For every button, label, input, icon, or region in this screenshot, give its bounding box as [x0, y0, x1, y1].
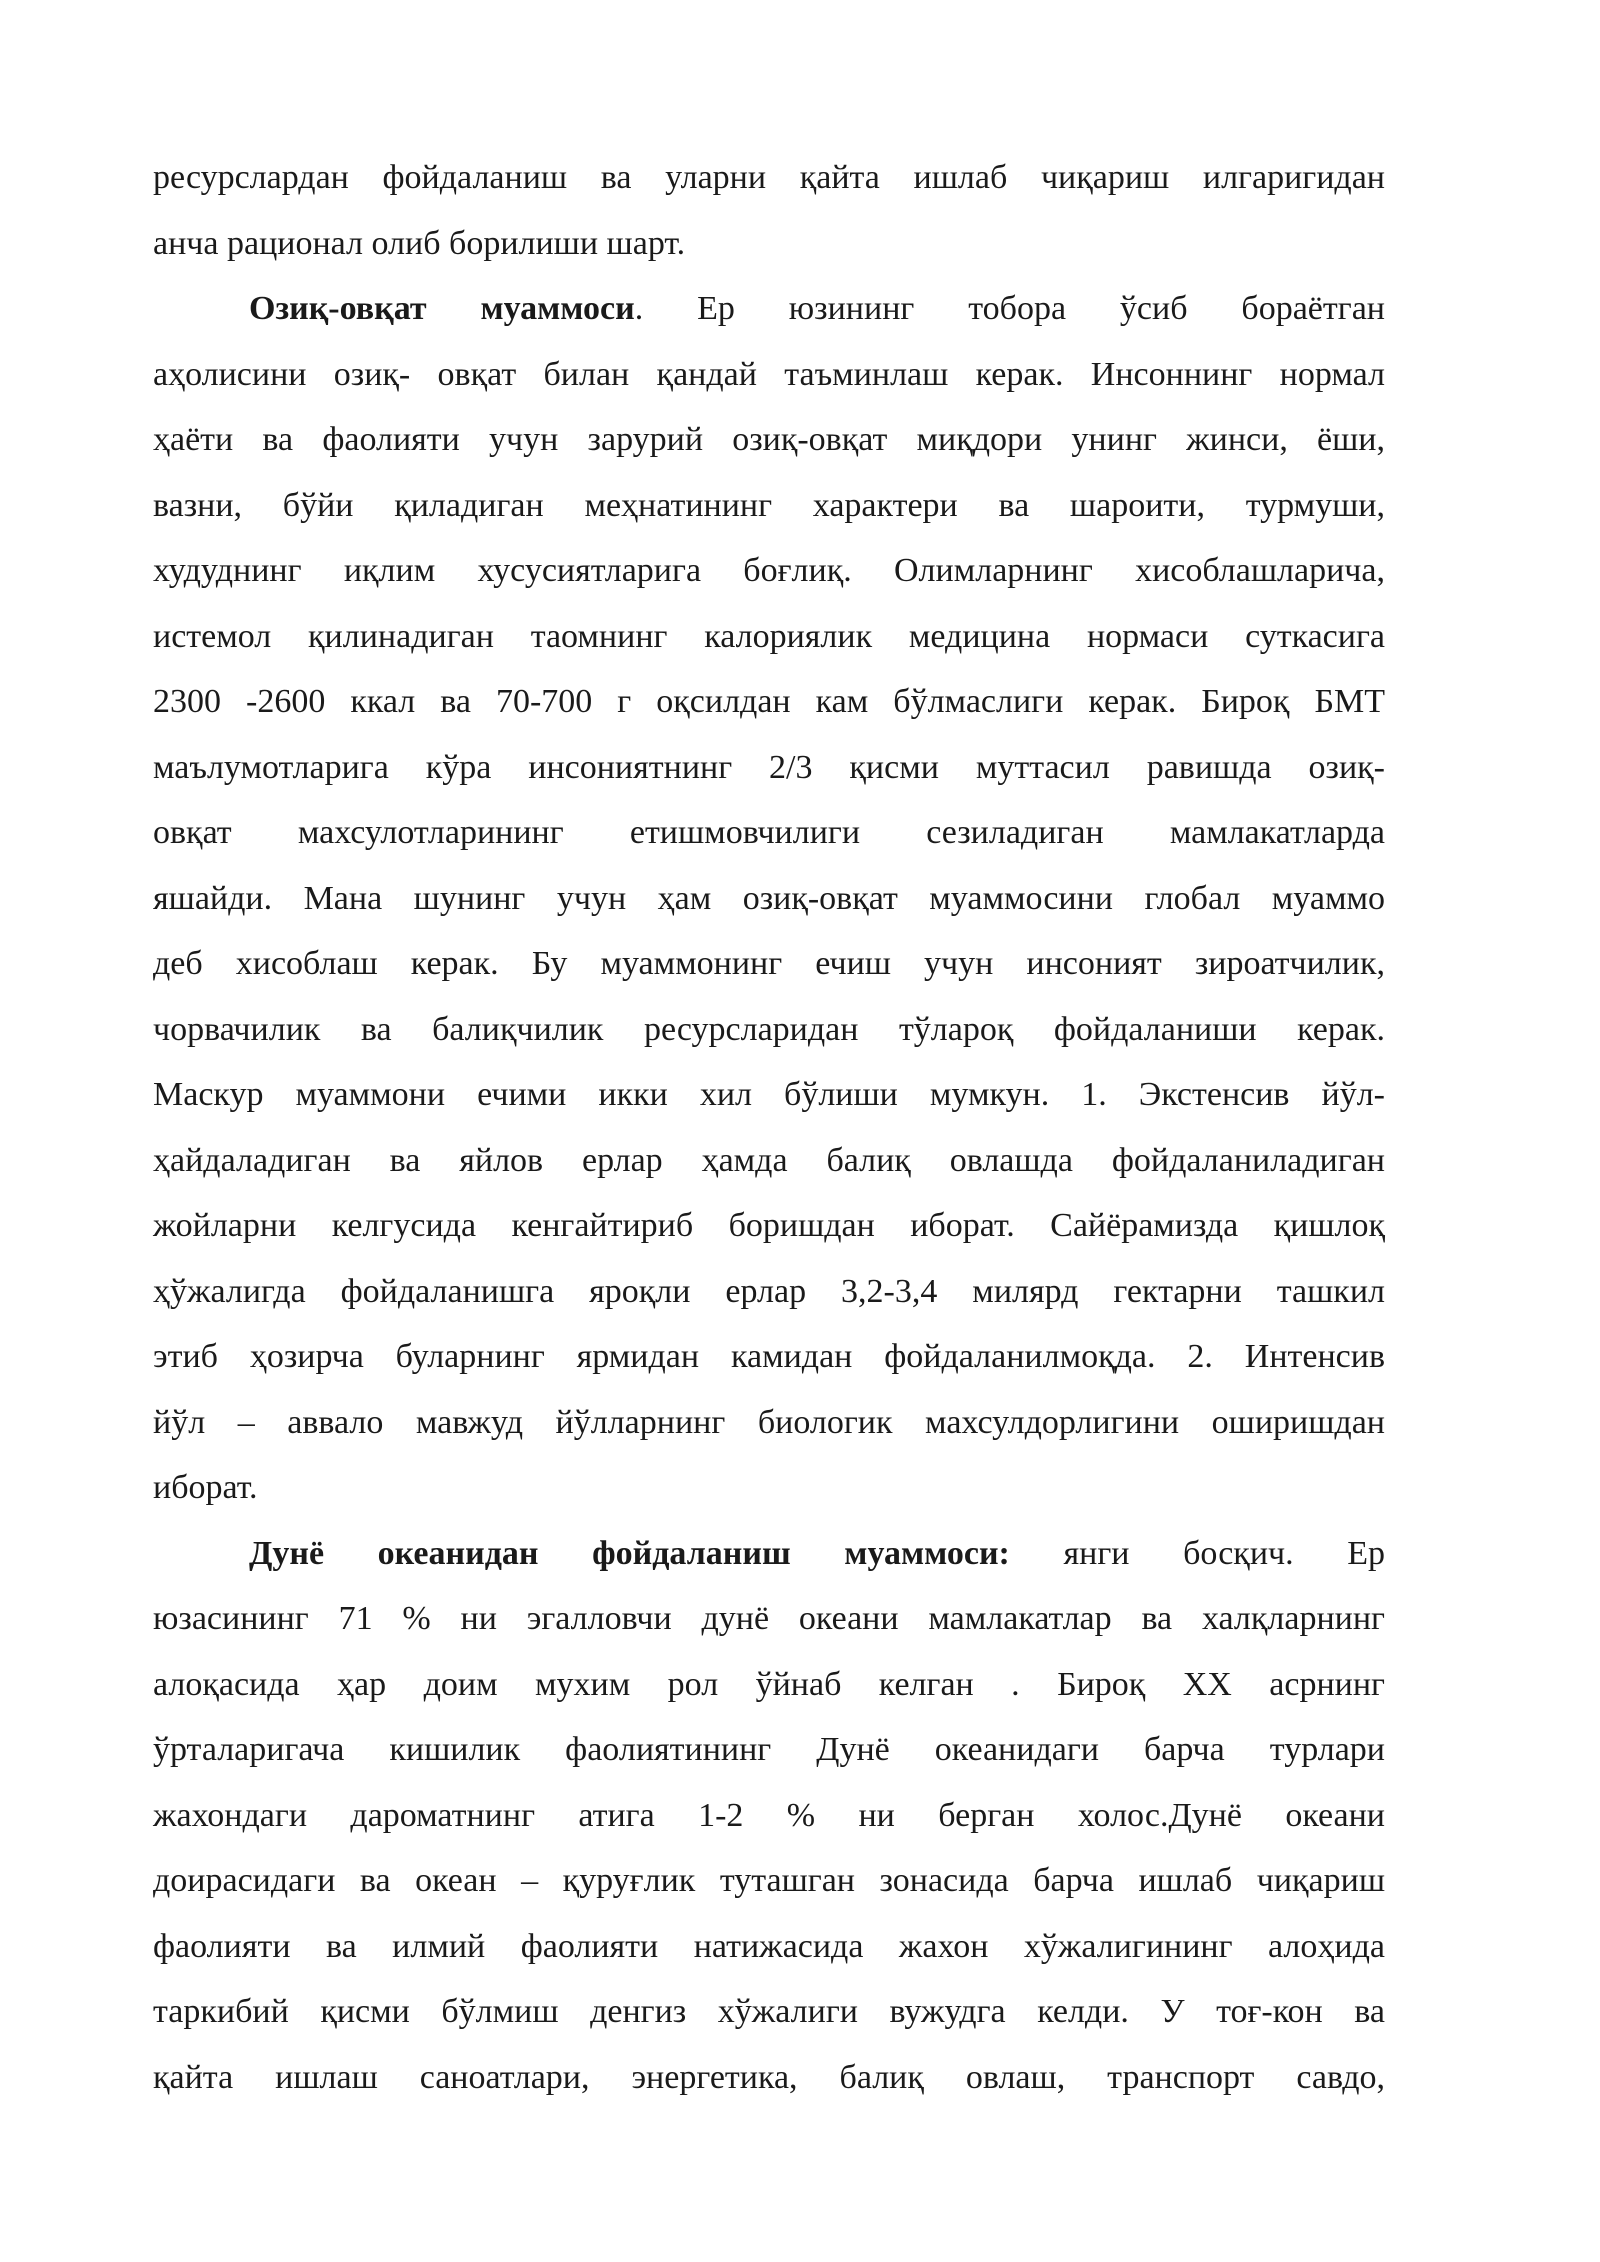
text-line: чорвачилик ва балиқчилик ресурсларидан тўлароқ фойдаланиши керак. [153, 1010, 1385, 1048]
text-line: 2300 -2600 ккал ва 70-700 г оқсилдан кам бўлмаслиги керак. Бироқ БМТ [153, 683, 1385, 720]
text-line: жойларни келгусида кенгайтириб боришдан иборат. Сайёрамизда қишлоқ [153, 1207, 1385, 1244]
text-line: аҳолисини озиқ- овқат билан қандай таъминлаш керак. Инсоннинг нормал [153, 355, 1385, 393]
text-line: анча рационал олиб борилиши шарт. [153, 224, 686, 262]
text-line: иборат. [153, 1469, 258, 1506]
text-line: фаолияти ва илмий фаолияти натижасида жахон хўжалигининг алоҳида [153, 1927, 1385, 1965]
text-line: ҳаёти ва фаолияти учун зарурий озиқ-овқат миқдори унинг жинси, ёши, [153, 421, 1385, 458]
text-line: яшайди. Мана шунинг учун ҳам озиқ-овқат муаммосини глобал муаммо [153, 879, 1385, 917]
section-heading-food: Озиқ-овқат муаммоси [249, 290, 635, 327]
text-line [153, 279, 1385, 345]
text-line: истемол қилинадиган таомнинг калориялик медицина нормаси суткасига [153, 617, 1385, 655]
text-line: ҳўжалигда фойдаланишга яроқли ерлар 3,2-3,4 милярд гектарни ташкил [153, 1272, 1385, 1310]
text-line: юзасининг 71 % ни эгалловчи дунё океани мамлакатлар ва халқларнинг [153, 1600, 1385, 1637]
text-line: ҳайдаладиган ва яйлов ерлар ҳамда балиқ овлашда фойдаланиладиган [153, 1141, 1385, 1179]
text-line: вазни, бўйи қиладиган меҳнатининг характери ва шароити, турмуши, [153, 486, 1385, 524]
text-line: этиб ҳозирча буларнинг ярмидан камидан фойдаланилмоқда. 2. Интенсив [153, 1338, 1385, 1375]
text-line: таркибий қисми бўлмиш денгиз хўжалиги вужудга келди. У тоғ-кон ва [153, 1993, 1385, 2030]
text-run: . Ер юзининг тобора ўсиб бораётган [634, 290, 1385, 327]
text-line: худуднинг иқлим хусусиятларига боғлиқ. Олимларнинг хисоблашларича, [153, 552, 1385, 589]
text-line: йўл – аввало мавжуд йўлларнинг биологик махсулдорлигини оширишдан [153, 1403, 1385, 1441]
text-line: доирасидаги ва океан – қуруғлик туташган зонасида барча ишлаб чиқариш [153, 1862, 1385, 1899]
text-line: ресурслардан фойдаланиш ва уларни қайта ишлаб чиқариш илгаригидан [153, 159, 1385, 196]
text-line: алоқасида ҳар доим мухим рол ўйнаб келган . Бироқ XX асрнинг [153, 1665, 1385, 1703]
text-line: маълумотларига кўра инсониятнинг 2/3 қисми муттасил равишда озиқ- [153, 748, 1385, 786]
text-line: деб хисоблаш керак. Бу муаммонинг ечиш учун инсоният зироатчилик, [153, 945, 1385, 982]
text-line: ўрталаригача кишилик фаолиятининг Дунё океанидаги барча турлари [153, 1731, 1385, 1768]
text-run: янги босқич. Ер [1009, 1534, 1386, 1572]
text-line: овқат махсулотларининг етишмовчилиги сезиладиган мамлакатларда [153, 814, 1385, 851]
text-line: қайта ишлаш саноатлари, энергетика, балиқ овлаш, транспорт савдо, [153, 2058, 1385, 2096]
section-heading-ocean: Дунё океанидан фойдаланиш муаммоси: [249, 1534, 1010, 1572]
text-line [153, 1524, 1385, 1590]
text-line: Маскур муаммони ечими икки хил бўлиши мумкун. 1. Экстенсив йўл- [153, 1076, 1385, 1113]
text-line: жахондаги дароматнинг атига 1-2 % ни берган холос.Дунё океани [153, 1796, 1385, 1834]
body-text [153, 148, 1385, 2113]
